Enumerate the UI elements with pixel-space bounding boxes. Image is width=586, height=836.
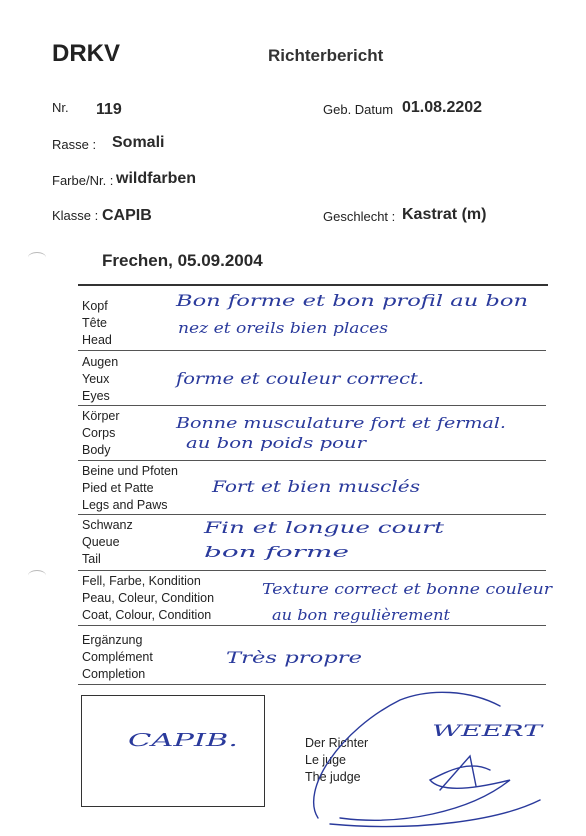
organization-name: DRKV <box>52 40 121 67</box>
birthdate-label: Geb. Datum <box>323 102 394 117</box>
handwritten-comment: Fort et bien musclés <box>210 477 420 496</box>
criterion-label: Fell, Farbe, Kondition <box>82 574 201 588</box>
criterion-label: Beine und Pfoten <box>82 464 178 478</box>
criterion-label: Complément <box>82 650 153 664</box>
criterion-label: Peau, Coleur, Condition <box>82 591 215 605</box>
criterion-label: Coat, Colour, Condition <box>82 608 212 622</box>
criterion-label: Corps <box>82 426 116 440</box>
judge-label: Le juge <box>305 753 347 767</box>
criterion-label: Yeux <box>82 372 110 386</box>
handwritten-comment: Texture correct et bonne couleur <box>262 580 553 598</box>
birthdate-value: 01.08.2202 <box>402 99 483 116</box>
handwritten-comment: au bon poids pour <box>186 434 368 452</box>
handwritten-comment: forme et couleur correct. <box>174 369 424 388</box>
judge-signature <box>314 692 540 826</box>
breed-value: Somali <box>112 134 165 151</box>
criterion-label: Legs and Paws <box>82 498 168 512</box>
criterion-label: Augen <box>82 355 119 369</box>
criterion-label: Completion <box>82 667 146 681</box>
criterion-label: Queue <box>82 535 120 549</box>
sex-value: Kastrat (m) <box>402 206 487 223</box>
nr-value: 119 <box>96 101 122 118</box>
place-date: Frechen, 05.09.2004 <box>102 251 263 270</box>
criterion-label: Eyes <box>82 389 110 403</box>
criterion-label: Body <box>82 443 111 457</box>
handwritten-comment: Bonne musculature fort et fermal. <box>174 414 507 432</box>
judge-label: The judge <box>305 770 361 784</box>
class-label: Klasse : <box>52 208 99 223</box>
handwritten-placement: CAPIB. <box>128 730 238 751</box>
handwritten-comment: Bon forme et bon profil au bon <box>174 291 529 310</box>
handwritten-judge-name: WEERT <box>432 721 545 740</box>
criterion-label: Head <box>82 333 112 347</box>
handwritten-comment: nez et oreils bien places <box>178 319 389 337</box>
judge-label: Der Richter <box>305 736 369 750</box>
breed-label: Rasse : <box>52 137 97 152</box>
criterion-label: Pied et Patte <box>82 481 154 495</box>
criterion-label: Kopf <box>82 299 108 313</box>
criterion-label: Schwanz <box>82 518 133 532</box>
criterion-label: Körper <box>82 409 120 423</box>
criterion-label: Tail <box>82 552 101 566</box>
criterion-label: Ergänzung <box>82 633 143 647</box>
sex-label: Geschlecht : <box>323 209 396 224</box>
class-value: CAPIB <box>102 207 152 224</box>
criterion-label: Tête <box>82 316 108 330</box>
handwritten-comment: bon forme <box>204 543 350 561</box>
handwritten-comment: au bon regulièrement <box>272 606 452 624</box>
document-title: Richterbericht <box>268 46 384 65</box>
handwritten-comment: Très propre <box>226 648 362 667</box>
handwritten-comment: Fin et longue court <box>202 518 445 537</box>
color-label: Farbe/Nr. : <box>52 173 114 188</box>
color-value: wildfarben <box>116 170 197 187</box>
nr-label: Nr. <box>52 100 69 115</box>
